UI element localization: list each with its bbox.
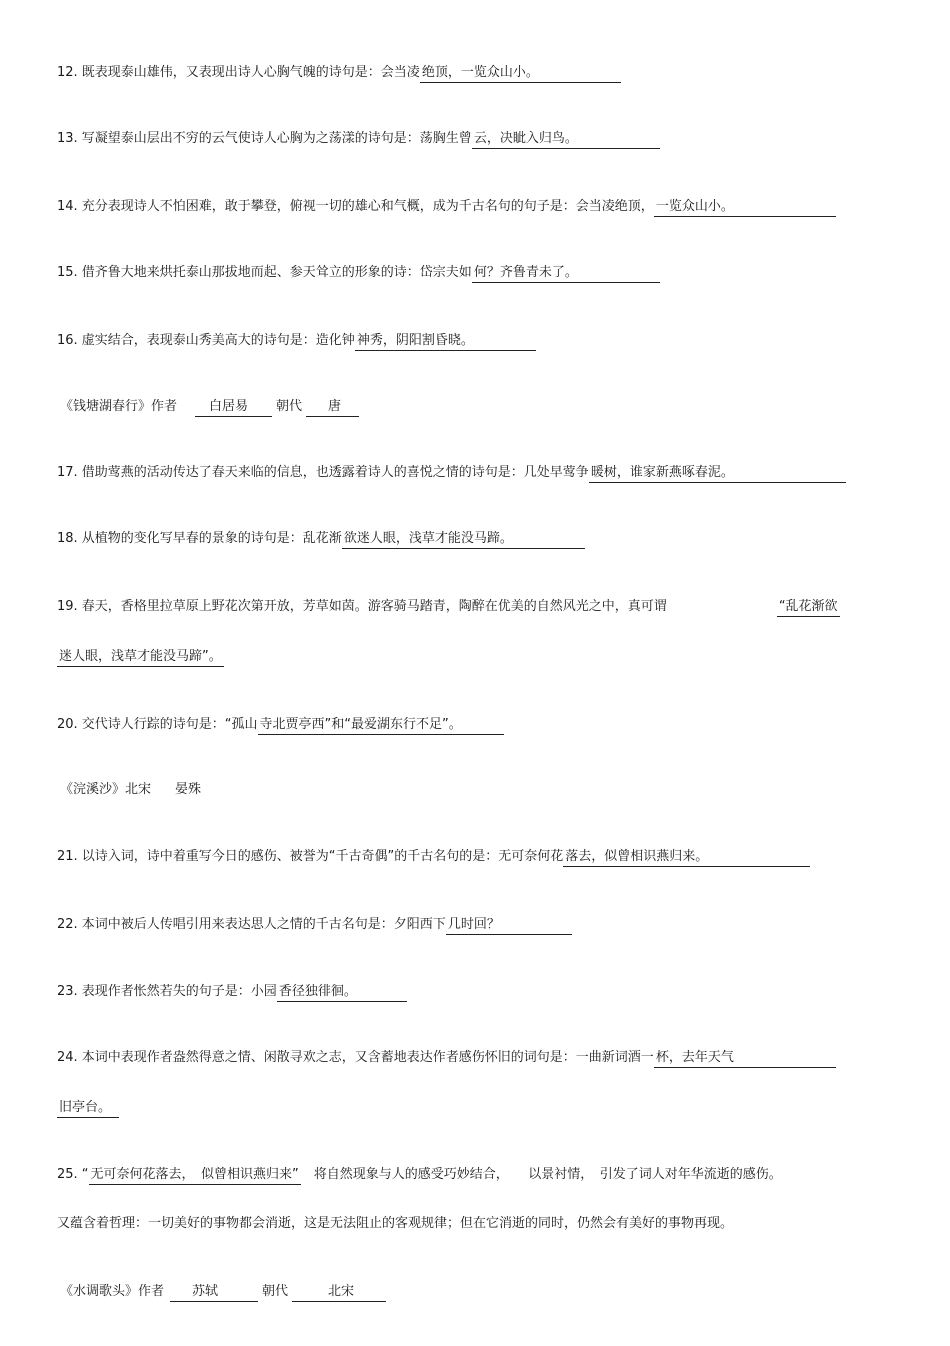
answer-15: 何？齐鲁青未了。 xyxy=(472,264,580,283)
answer-blank xyxy=(359,987,407,1002)
answer-20: 寺北贾亭西”和“最爱湖东行不足”。 xyxy=(258,716,464,735)
answer-blank xyxy=(580,268,660,283)
answer-12: 绝顶，一览众山小。 xyxy=(420,64,541,83)
answer-17: 暖树，谁家新燕啄春泥。 xyxy=(589,464,736,483)
answer-blank xyxy=(464,720,504,735)
author-value: 白居易 xyxy=(195,398,272,417)
answer-blank xyxy=(113,1103,119,1118)
poem-shuidiao-header: 《水调歌头》作者 苏轼 朝代 北宋 xyxy=(60,1283,386,1302)
answer-16: 神秀，阴阳割昏晓。 xyxy=(355,332,476,351)
answer-blank xyxy=(541,68,621,83)
answer-blank xyxy=(736,468,846,483)
answer-blank xyxy=(736,1053,836,1068)
answer-blank xyxy=(502,920,572,935)
author-value: 晏殊 xyxy=(175,782,202,797)
q20: 20. 交代诗人行踪的诗句是：“孤山 寺北贾亭西”和“最爱湖东行不足”。 xyxy=(57,716,504,735)
poem-qiantang-header: 《钱塘湖春行》作者 白居易 朝代 唐 xyxy=(60,398,359,417)
q19-cont xyxy=(57,648,224,667)
q16: 16. 虚实结合，表现泰山秀美高大的诗句是：造化钟 神秀，阴阳割昏晓。 xyxy=(57,332,536,351)
answer-13: 云，决眦入归鸟。 xyxy=(472,130,580,149)
q21: 21. 以诗入词，诗中着重写今日的感伤、被誉为“千古奇偶”的千古名句的是：无可奈何花 落去，似曾相识燕归来。 xyxy=(57,848,810,867)
answer-19b: 迷人眼，浅草才能没马蹄”。 xyxy=(57,648,224,667)
q17: 17. 借助莺燕的活动传达了春天来临的信息，也透露着诗人的喜悦之情的诗句是：几处早莺争 暖树，谁家新燕啄春泥。 xyxy=(57,464,846,483)
q23: 23. 表现作者怅然若失的句子是：小园 香径独徘徊。 xyxy=(57,983,407,1002)
q25: 25. “ 无可奈何花落去， 似曾相识燕归来” 将自然现象与人的感受巧妙结合， 以景衬情， 引发了词人对年华流逝的感伤。 xyxy=(57,1166,782,1185)
answer-19a: “乱花渐欲 xyxy=(777,598,840,617)
q12: 12. 既表现泰山雄伟，又表现出诗人心胸气魄的诗句是：会当凌 绝顶，一览众山小。 xyxy=(57,64,621,83)
answer-blank xyxy=(736,202,836,217)
answer-18: 欲迷人眼，浅草才能没马蹄。 xyxy=(342,530,515,549)
author-value: 苏轼 xyxy=(170,1283,258,1302)
q24: 24. 本词中表现作者盎然得意之情、闲散寻欢之志，又含蓄地表达作者感伤怀旧的词句是：一曲新词酒一 杯，去年天气 xyxy=(57,1049,836,1068)
answer-24b: 旧亭台。 xyxy=(57,1099,113,1118)
answer-blank xyxy=(515,534,585,549)
answer-blank xyxy=(580,134,660,149)
q15: 15. 借齐鲁大地来烘托泰山那拔地而起、参天耸立的形象的诗：岱宗夫如 何？齐鲁青未了。 xyxy=(57,264,660,283)
q19: 19. 春天，香格里拉草原上野花次第开放，芳草如茵。游客骑马踏青，陶醉在优美的自然风光之中，真可谓 “乱花渐欲 xyxy=(57,598,840,617)
q22: 22. 本词中被后人传唱引用来表达思人之情的千古名句是：夕阳西下 几时回？ xyxy=(57,916,572,935)
answer-24a: 杯，去年天气 xyxy=(654,1049,736,1068)
dynasty-value: 唐 xyxy=(306,398,359,417)
answer-23: 香径独徘徊。 xyxy=(277,983,359,1002)
q24-cont xyxy=(57,1099,119,1118)
q18: 18. 从植物的变化写早春的景象的诗句是：乱花渐 欲迷人眼，浅草才能没马蹄。 xyxy=(57,530,585,549)
answer-14: 一览众山小。 xyxy=(654,198,736,217)
answer-blank xyxy=(710,852,810,867)
q14: 14. 充分表现诗人不怕困难，敢于攀登，俯视一切的雄心和气概，成为千古名句的句子是：会当凌绝顶， 一览众山小。 xyxy=(57,198,836,217)
poem-huanxisha-header: 《浣溪沙》北宋 晏殊 xyxy=(60,782,202,797)
answer-blank xyxy=(476,336,536,351)
answer-25: 无可奈何花落去， 似曾相识燕归来” xyxy=(89,1166,301,1185)
q13: 13. 写凝望泰山层出不穷的云气使诗人心胸为之荡漾的诗句是：荡胸生曾 云，决眦入归鸟。 xyxy=(57,130,660,149)
q25-cont: 又蕴含着哲理：一切美好的事物都会消逝，这是无法阻止的客观规律；但在它消逝的同时，仍然会有美好的事物再现。 xyxy=(57,1216,734,1231)
answer-21: 落去，似曾相识燕归来。 xyxy=(563,848,710,867)
dynasty-value: 北宋 xyxy=(292,1283,386,1302)
answer-22: 几时回？ xyxy=(446,916,502,935)
